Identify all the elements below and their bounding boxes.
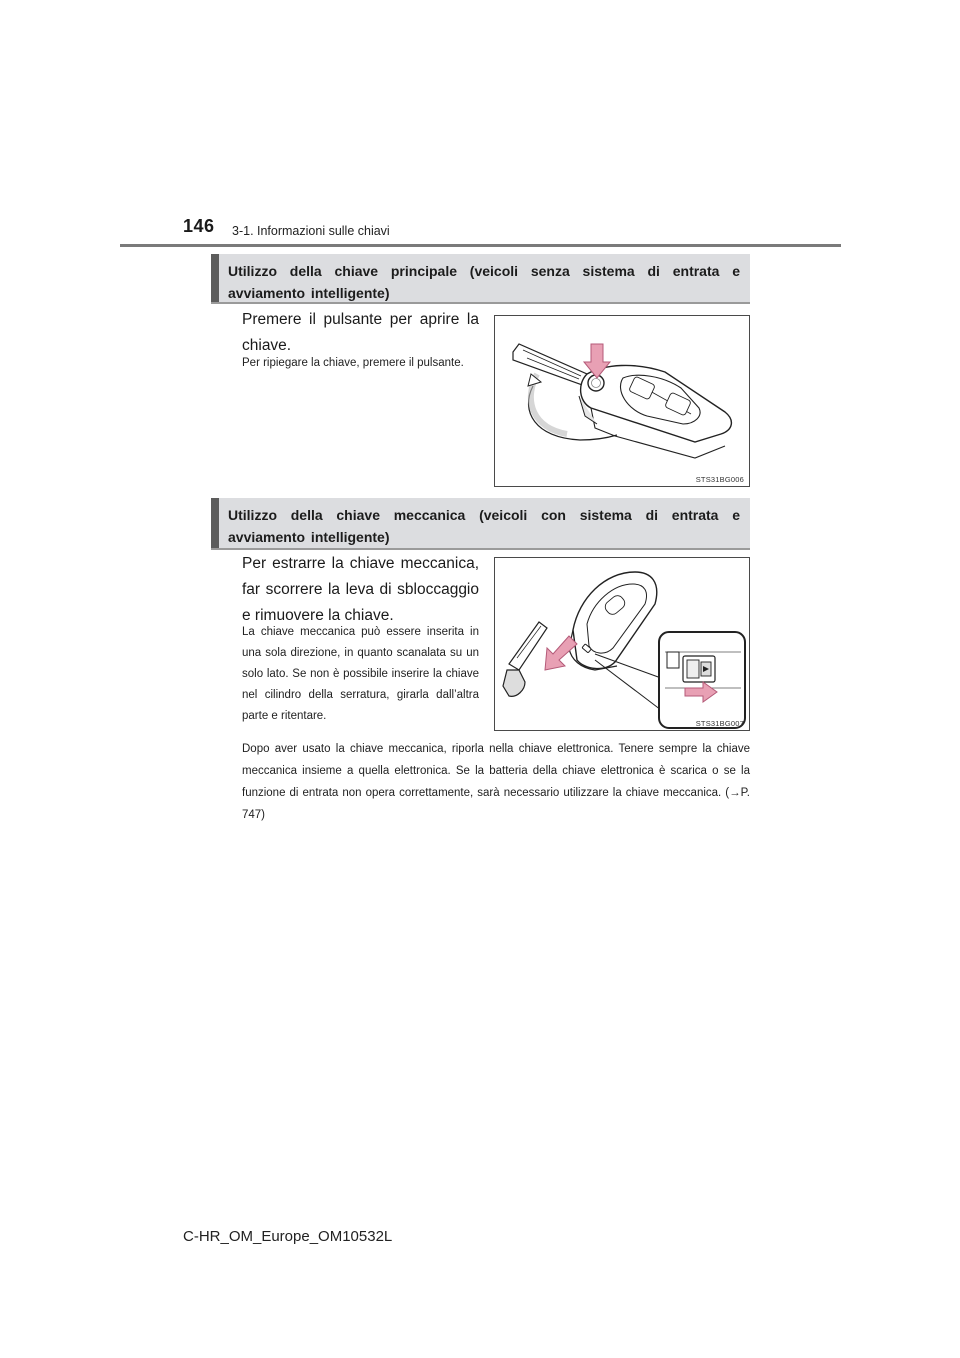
page-number: 146	[183, 216, 215, 236]
footer-document-code: C-HR_OM_Europe_OM10532L	[183, 1228, 393, 1245]
note-store-mechanical-key: Dopo aver usato la chiave meccanica, riporla nella chiave elettronica. Tenere sempre la chiave meccanica insieme a quella elettronica. Se la batteria della chiave elettronica è scarica o se la funzione di entrata non opera correttamente, sarà necessario utilizzare la chiave meccanica. (→P. 747)	[242, 743, 750, 821]
zoom-callout	[659, 632, 745, 728]
section-heading-main-key: Utilizzo della chiave principale (veicoli senza sistema di entrata e avviamento intelligente)	[211, 254, 750, 302]
folding-key-illustration	[495, 316, 749, 486]
note-insert-direction: La chiave meccanica può essere inserita in una sola direzione, in quanto scanalata su un solo lato. Se non è possibile inserire la chiave nel cilindro della serratura, girarla dall’altra parte e ritentare.	[242, 626, 479, 722]
section-title: 3-1. Informazioni sulle chiavi	[232, 224, 390, 238]
mechanical-key-illustration	[495, 558, 749, 730]
key-blade	[513, 344, 587, 386]
extract-arrow	[545, 636, 577, 670]
step-open-key: Premere il pulsante per aprire la chiave.	[242, 311, 479, 354]
figure-mechanical-key	[494, 557, 750, 731]
figure-code: STS31BG006	[695, 475, 744, 484]
mechanical-key	[503, 622, 547, 696]
header-rule	[120, 244, 841, 247]
section-heading-mechanical-key: Utilizzo della chiave meccanica (veicoli con sistema di entrata e avviamento intelligente)	[211, 498, 750, 548]
step-remove-mechanical-key: Per estrarre la chiave meccanica, far scorrere la leva di sbloccaggio e rimuovere la chiave.	[242, 555, 479, 624]
figure-code: STS31BG007	[695, 719, 744, 728]
note-fold-key: Per ripiegare la chiave, premere il pulsante.	[242, 357, 464, 369]
electronic-key	[569, 572, 657, 670]
figure-folding-key	[494, 315, 750, 487]
